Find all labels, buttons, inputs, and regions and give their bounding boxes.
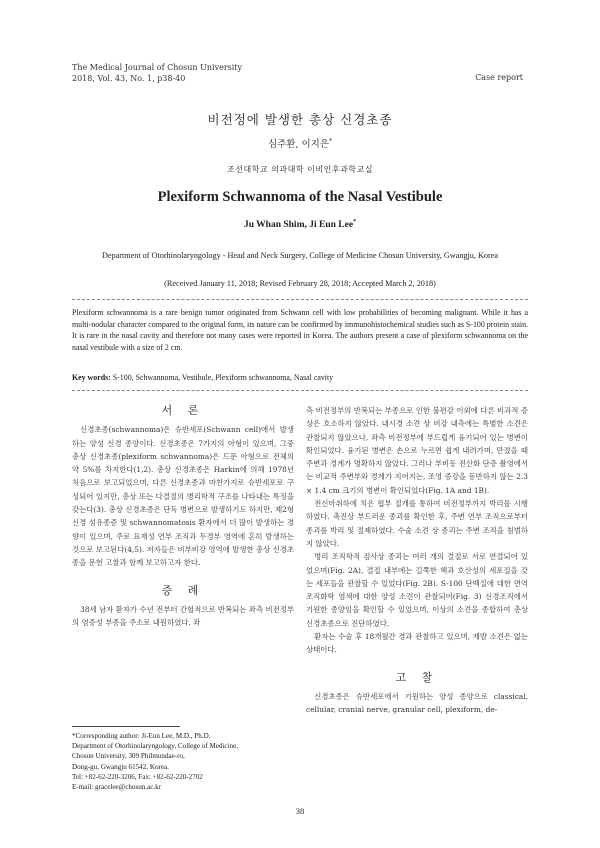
english-affiliation: Department of Otorhinolaryngology - Head and Neck Surgery, College of Medicine Chosun University, Gwangju, Korea <box>101 251 498 260</box>
discussion-heading: 고 찰 <box>395 670 439 684</box>
abstract: Plexiform schwannoma is a rare benign tumor originated from Schwann cell with low probabilities of becoming malignant. While it has a multi-nodular character compared to the original form, its nature can be confirmed by immunohistochemical studies such as S-100 protein stain. It is rare in the nasal cavity and therefore not many cases were reported in Korea. The authors present a case of plexiform schwannoma on the nasal vestibule with a size of 2 cm. <box>72 308 528 352</box>
corresponding-author-footnote <box>72 731 294 792</box>
left-column <box>72 404 294 629</box>
korean-title: 비전정에 발생한 총상 신경초종 <box>207 112 393 127</box>
page-number: 38 <box>295 806 305 816</box>
right-column <box>306 404 528 717</box>
footnote-line: Dong-gu, Gwangju 61542, Korea. <box>72 762 169 771</box>
case-paragraph-right-2: 전신마취하에 치은 협부 절개를 통하여 비전정부까지 박리를 시행하였다. 촉진상 부드러운 종괴를 확인한 후, 주변 연부 조직으로부터 종괴를 박리 및 절제하였다. 수술 소견 상 종괴는 주변 조직을 침범하지 않았다. <box>306 499 528 548</box>
footnote-line: Tel: +82-62-220-3206, Fax: +82-62-220-2702 <box>72 772 203 781</box>
english-title: Plexiform Schwannoma of the Nasal Vestibule <box>157 189 443 205</box>
keywords <box>72 373 528 382</box>
intro-paragraph: 신경초종(schwannoma)은 슈반세포(Schwann cell)에서 발생하는 양성 신경 종양이다. 신경초종은 7가지의 아형이 있으며, 그중 총상 신경초종(plexiform schwannoma)은 드문 아형으로 전체의 약 5%를 차지한다(1,2). 총상 신경초종은 Harkin에 의해 1978년 처음으로 보고되었으며, 다른 신경초종과 마찬가지로 슈반세포로 구성되어 있지만, 총상 또는 다결절의 병리학적 구조를 나타내는 특징을 갖는다(3). 총상 신경초종은 단독 병변으로 발생하기도 하지만, 제2형 신경 섬유종증 및 schwannomatosis 환자에서 더 많이 발생하는 경향이 있으며, 주로 표재성 연부 조직과 두경부 영역에 흔히 발생하는 것으로 보고된다(4,5). 저자들은 비부비강 영역에 발생한 총상 신경초종을 문헌 고찰과 함께 보고하고자 한다. <box>72 425 294 568</box>
footnote-line: *Corresponding author: Ji-Eun Lee, M.D., Ph.D. <box>72 732 211 740</box>
journal-name: The Medical Journal of Chosun University <box>72 63 243 72</box>
case-paragraph-right-3: 병리 조직학적 검사상 종괴는 여러 개의 결절로 서로 연결되어 있었으며(Fig. 2A), 결절 내부에는 길쭉한 핵과 호산성의 세포질을 갖는 세포들을 관찰할 수 있었다(Fig. 2B). S-100 단백질에 대한 면역조직화학 염색에 대한 양성 소견이 관찰되어(Fig. 3) 신경조직에서 기원한 종양임을 확인할 수 있었으며, 이상의 소견을 종합하여 총상 신경초종으로 진단하였다. <box>306 552 528 628</box>
journal-header <box>72 62 242 84</box>
case-paragraph-right-4: 환자는 수술 후 18개월간 경과 관찰하고 있으며, 재발 소견은 없는 상태이다. <box>306 632 528 655</box>
case-paragraph-right-1: 측 비전정부의 반복되는 부종으로 인한 불편감 이외에 다른 비과적 증상은 호소하지 않았다. 내시경 소견 상 비강 내측에는 특별한 소견은 관찰되지 않았으나, 좌측 비전정부에 부드럽게 융기되어 있는 병변이 확인되었다. 융기된 병변은 손으로 누르면 쉽게 내려가며, 만졌을 때 주변과 경계가 명확하지 않았다. 그러나 부비동 전산화 단층 촬영에서는 비교적 주변부와 경계가 지어지는, 조영 증강을 동반하지 않는 2.3 × 1.4 cm 크기의 병변이 확인되었다(Fig. 1A and 1B). <box>306 406 528 495</box>
keywords-label: Key words: <box>72 373 111 382</box>
intro-heading: 서 론 <box>161 404 205 417</box>
korean-affiliation: 조선대학교 의과대학 이비인후과학교실 <box>227 165 373 174</box>
discussion-paragraph: 신경초종은 슈반세포에서 기원하는 양성 종양으로 classical, cellular, cranial nerve, granular cell, plexiform, de- <box>306 691 528 715</box>
english-author-mark: * <box>353 218 357 225</box>
footnote-line: E-mail: gracelee@chosun.ac.kr <box>72 783 162 792</box>
journal-volume: 2018, Vol. 43, No. 1, p38-40 <box>72 74 186 83</box>
english-author-names: Ju Whan Shim, Ji Eun Lee <box>243 220 354 230</box>
article-type: Case report <box>475 73 523 82</box>
divider-top <box>72 299 528 300</box>
case-paragraph-left: 38세 남자 환자가 수년 전부터 간헐적으로 반복되는 좌측 비전정부의 염증성 부종을 주소로 내원하였다. 좌 <box>72 604 294 628</box>
english-authors <box>0 220 600 230</box>
case-heading: 증 례 <box>161 583 205 597</box>
article-dates: (Received January 11, 2018; Revised February 28, 2018; Accepted March 2, 2018) <box>164 279 436 288</box>
korean-author-mark: * <box>329 137 333 145</box>
footnote-rule <box>72 726 180 727</box>
divider-bottom <box>72 390 528 391</box>
korean-author-names: 심주환, 이지은 <box>267 139 330 150</box>
korean-authors <box>0 136 600 150</box>
footnote-line: Chosun University, 309 Philmundae-ro, <box>72 752 185 761</box>
keywords-text: S-100, Schwannoma, Vestibule, Plexiform schwannoma, Nasal cavity <box>112 373 334 382</box>
footnote-line: Department of Otorhinolaryngology, College of Medicine, <box>72 742 239 751</box>
